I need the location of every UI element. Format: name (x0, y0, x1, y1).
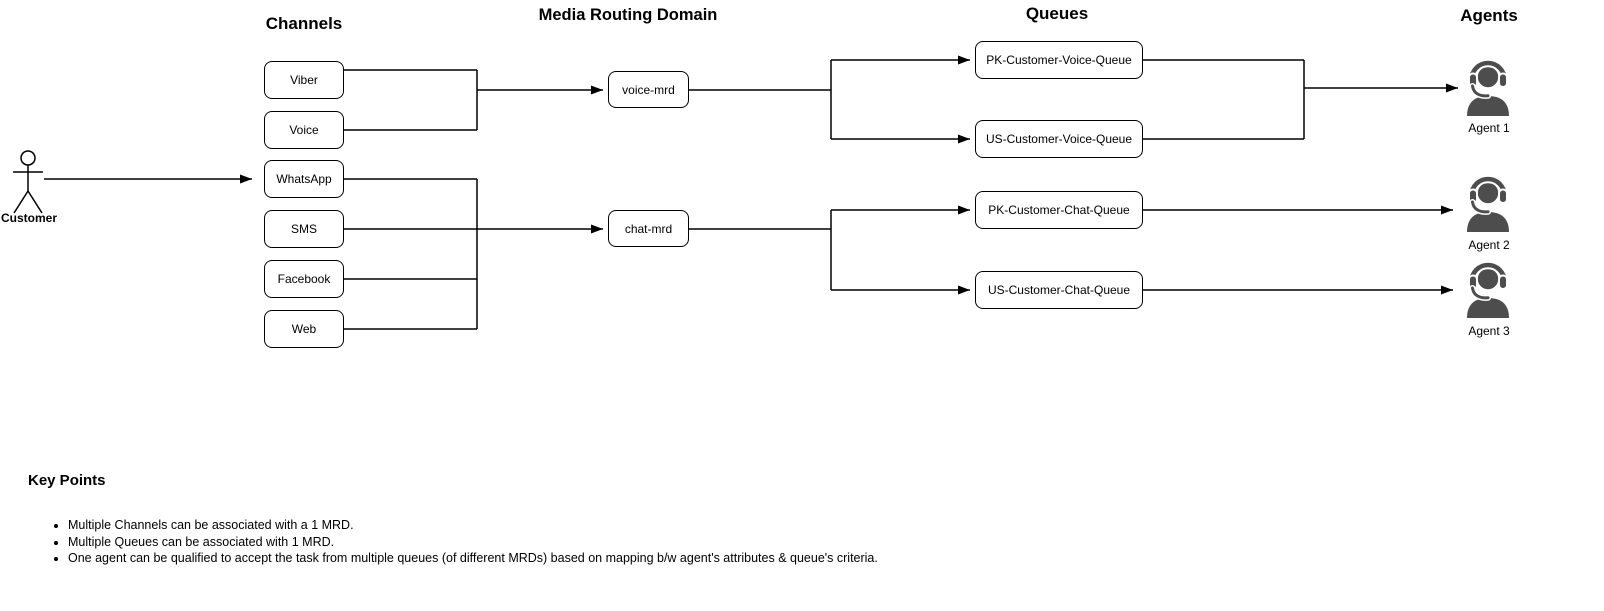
channel-box-sms: SMS (264, 210, 344, 248)
agent-headset-icon (1462, 60, 1514, 116)
edges-chatmrd-queues (689, 210, 970, 290)
key-points-list (46, 517, 878, 567)
edges-voicechannels-voicemrd (344, 70, 603, 130)
edges-chatchannels-chatmrd (344, 179, 603, 329)
header-queues: Queues (1025, 4, 1089, 23)
customer-label: Customer (0, 211, 57, 225)
channel-box-web: Web (264, 310, 344, 348)
edges-queues-agents (1143, 60, 1458, 290)
header-agents: Agents (1460, 6, 1518, 25)
mrd-box-voice: voice-mrd (608, 71, 689, 108)
agent-headset-icon (1462, 176, 1514, 232)
queue-box-pk-chat: PK-Customer-Chat-Queue (975, 191, 1143, 229)
customer-figure (13, 151, 43, 213)
queue-box-us-voice: US-Customer-Voice-Queue (975, 120, 1143, 158)
queue-box-pk-voice: PK-Customer-Voice-Queue (975, 41, 1143, 79)
channel-box-voice: Voice (264, 111, 344, 149)
agent-headset-icon (1462, 262, 1514, 318)
edges-voicemrd-queues (689, 60, 970, 139)
channel-box-viber: Viber (264, 61, 344, 99)
header-media-routing-domain: Media Routing Domain (538, 6, 718, 24)
channel-box-whatsapp: WhatsApp (264, 160, 344, 198)
agent-label: Agent 3 (1468, 324, 1510, 338)
agent-label: Agent 2 (1468, 238, 1510, 252)
key-point-item: • Multiple Queues can be associated with 1 MRD. (68, 534, 878, 551)
agent-label: Agent 1 (1468, 121, 1510, 135)
queue-box-us-chat: US-Customer-Chat-Queue (975, 271, 1143, 309)
key-points-title: Key Points (28, 472, 106, 489)
mrd-box-chat: chat-mrd (608, 210, 689, 247)
key-point-item: • Multiple Channels can be associated with a 1 MRD. (68, 517, 878, 534)
key-point-item: • One agent can be qualified to accept the task from multiple queues (of different MRDs) based on mapping b/w agent's attributes & queue's criteria. (68, 550, 878, 567)
header-channels: Channels (265, 14, 343, 33)
channel-box-facebook: Facebook (264, 260, 344, 298)
